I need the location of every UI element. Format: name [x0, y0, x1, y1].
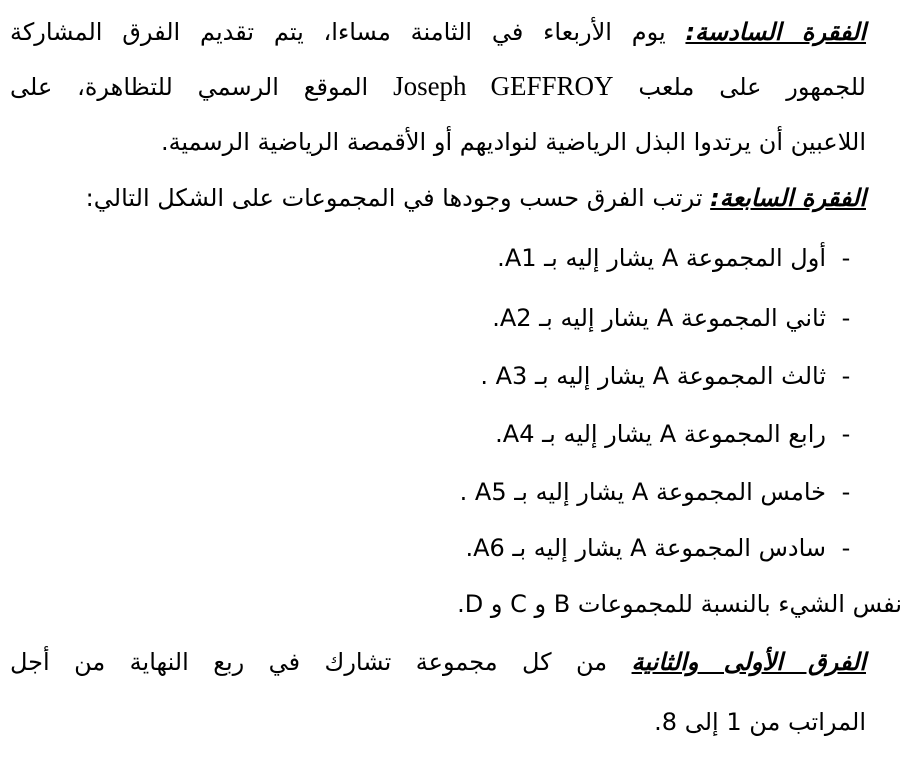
final-line1-text: من كل مجموعة تشارك في ربع النهاية من أجل: [10, 648, 632, 676]
list-item: [366, 300, 866, 336]
list-item: [366, 358, 866, 394]
para6-line3: اللاعبين أن يرتدوا البذل الرياضية لنواديهم أو الأقمصة الرياضية الرسمية.: [160, 128, 866, 156]
para6-line1: [10, 14, 866, 50]
para7-line1-text: ترتب الفرق حسب وجودها في المجموعات على الشكل التالي:: [85, 184, 711, 212]
list-item-text: سادس المجموعة A يشار إليه بـ A6.: [465, 534, 826, 562]
venue-name: Joseph GEFFROY: [393, 71, 614, 101]
dash-bullet: -: [841, 478, 851, 506]
para7-heading: الفقرة السابعة:: [710, 184, 866, 212]
list-item-text: أول المجموعة A يشار إليه بـ A1.: [497, 244, 826, 272]
list-item: [366, 416, 866, 452]
list-item: [366, 240, 866, 276]
list-item-text: ثالث المجموعة A يشار إليه بـ A3 .: [480, 362, 826, 390]
list-item: [366, 474, 866, 510]
dash-bullet: -: [841, 420, 851, 448]
para6-line1-text: يوم الأربعاء في الثامنة مساءا، يتم تقديم الفرق المشاركة: [10, 18, 686, 46]
dash-bullet: -: [841, 362, 851, 390]
dash-bullet: -: [841, 304, 851, 332]
dash-bullet: -: [841, 244, 851, 272]
para6-line2-start: للجمهور على ملعب: [638, 73, 866, 101]
list-item: [366, 530, 866, 566]
list-item-text: رابع المجموعة A يشار إليه بـ A4.: [495, 420, 826, 448]
para6-line2: [10, 68, 866, 104]
para6-line2-end: الموقع الرسمي للتظاهرة، على: [10, 73, 369, 101]
para6-heading: الفقرة السادسة:: [685, 18, 867, 46]
groups-note: نفس الشيء بالنسبة للمجموعات B و C و D.: [457, 590, 902, 618]
final-line2: المراتب من 1 إلى 8.: [654, 708, 866, 736]
para7-line1: [86, 180, 866, 216]
final-line1: [10, 644, 866, 680]
final-heading: الفرق الأولى والثانية: [631, 648, 866, 676]
list-item-text: ثاني المجموعة A يشار إليه بـ A2.: [492, 304, 826, 332]
list-item-text: خامس المجموعة A يشار إليه بـ A5 .: [459, 478, 826, 506]
dash-bullet: -: [841, 534, 851, 562]
